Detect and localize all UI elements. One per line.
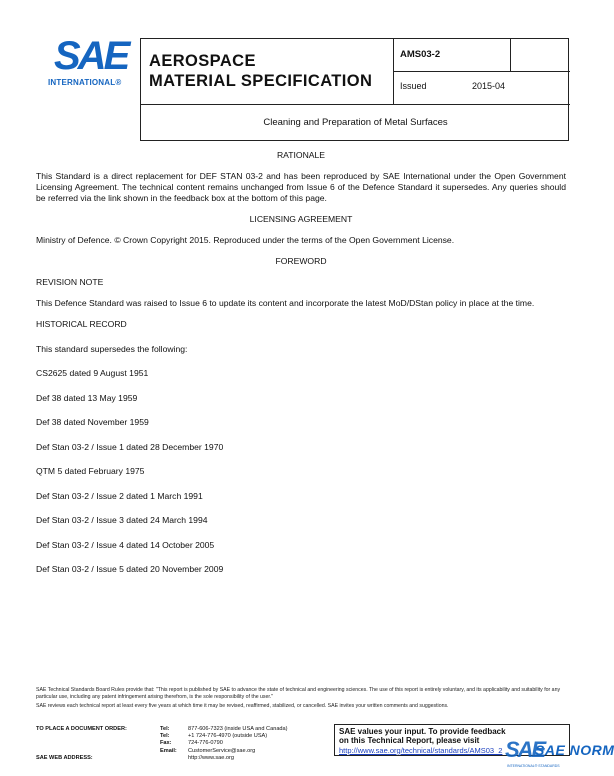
legal-notice-1: SAE Technical Standards Board Rules provide that: "This report is published by SAE to advance the state of technical and engineering sciences. The use of this report is entirely voluntary, and its applicability and suitability for any particular use, including any patent infringement arising therefrom, is the sole responsibility of the user."	[36, 687, 561, 700]
feedback-link[interactable]: http://www.sae.org/technical/standards/AMS03_2	[339, 745, 503, 755]
sae-logo	[36, 34, 132, 94]
history-item: Def 38 dated 13 May 1959	[36, 392, 138, 403]
header-divider	[393, 71, 570, 72]
email-value: CustomerService@sae.org	[188, 747, 256, 754]
licensing-heading: LICENSING AGREEMENT	[249, 214, 353, 224]
header-box	[140, 38, 569, 141]
sae-norm-watermark	[505, 737, 614, 773]
web-label: SAE WEB ADDRESS:	[36, 754, 93, 761]
footer-legal	[36, 687, 566, 710]
legal-notice-2: SAE reviews each technical report at least every five years at which time it may be revised, reaffirmed, stabilized, or cancelled. SAE invites your written comments and suggestions.	[36, 703, 449, 709]
email-label: Email:	[160, 747, 177, 754]
tel-value: 877-606-7323 (inside USA and Canada)	[188, 726, 288, 732]
fax-label: Fax:	[160, 740, 172, 747]
history-item: Def Stan 03-2 / Issue 2 dated 1 March 1991	[36, 490, 203, 501]
historical-record-list	[36, 368, 566, 575]
tel-label: Tel:	[160, 726, 170, 732]
document-subtitle: Cleaning and Preparation of Metal Surfaces	[263, 117, 448, 128]
revision-note-text: This Defence Standard was raised to Issue 6 to update its content and incorporate the latest MoD/DStan policy in place at the time.	[36, 298, 535, 308]
history-item: QTM 5 dated February 1975	[36, 466, 145, 476]
document-number: AMS03-2	[400, 49, 441, 60]
historical-record-heading: HISTORICAL RECORD	[36, 319, 127, 329]
issued-label: Issued	[400, 81, 427, 91]
header-divider	[510, 39, 511, 71]
tel2-label: Tel:	[160, 733, 170, 740]
historical-record-intro: This standard supersedes the following:	[36, 343, 188, 354]
header-divider	[141, 104, 570, 105]
tel2-value: +1 724-776-4970 (outside USA)	[188, 733, 268, 740]
history-item: Def Stan 03-2 / Issue 5 dated 20 November 2009	[36, 564, 224, 574]
foreword-heading: FOREWORD	[275, 256, 327, 266]
title-line-1: AEROSPACE	[149, 52, 256, 70]
watermark-logo-icon: SAE	[505, 737, 545, 762]
feedback-line-2: on this Technical Report, please visit	[339, 736, 480, 746]
document-type-title	[149, 51, 372, 91]
issued-date: 2015-04	[472, 81, 506, 91]
feedback-line-1: SAE values your input. To provide feedback	[339, 727, 506, 736]
order-label: TO PLACE A DOCUMENT ORDER:	[36, 726, 127, 732]
sae-logo-subtitle: INTERNATIONAL®	[48, 78, 122, 87]
licensing-text: Ministry of Defence. © Crown Copyright 2015. Reproduced under the terms of the Open Government License.	[36, 235, 455, 245]
title-line-2: MATERIAL SPECIFICATION	[149, 72, 373, 90]
watermark-small-text: INTERNATIONAL® STANDARDS	[507, 764, 560, 768]
sae-logo-mark: SAE	[54, 34, 128, 78]
revision-note-heading: REVISION NOTE	[36, 277, 104, 287]
document-body	[36, 150, 566, 575]
history-item: Def 38 dated November 1959	[36, 417, 149, 427]
history-item: Def Stan 03-2 / Issue 1 dated 28 December 1970	[36, 441, 224, 452]
fax-value: 724-776-0790	[188, 740, 223, 747]
history-item: Def Stan 03-2 / Issue 4 dated 14 October 2005	[36, 539, 215, 550]
history-item: Def Stan 03-2 / Issue 3 dated 24 March 1994	[36, 515, 208, 525]
history-item: CS2625 dated 9 August 1951	[36, 368, 149, 378]
watermark-text: SAE NORM	[535, 742, 614, 758]
rationale-text: This Standard is a direct replacement for DEF STAN 03-2 and has been reproduced by SAE International under the Open Government Licensing Agreement. The technical content remains unchanged from Issue 6 of the Defence Standard it supersedes. Any queries should be referred via the link shown in the feedback box at the bottom of this page.	[36, 171, 566, 203]
rationale-heading: RATIONALE	[276, 150, 326, 160]
web-value[interactable]: http://www.sae.org	[188, 754, 235, 761]
